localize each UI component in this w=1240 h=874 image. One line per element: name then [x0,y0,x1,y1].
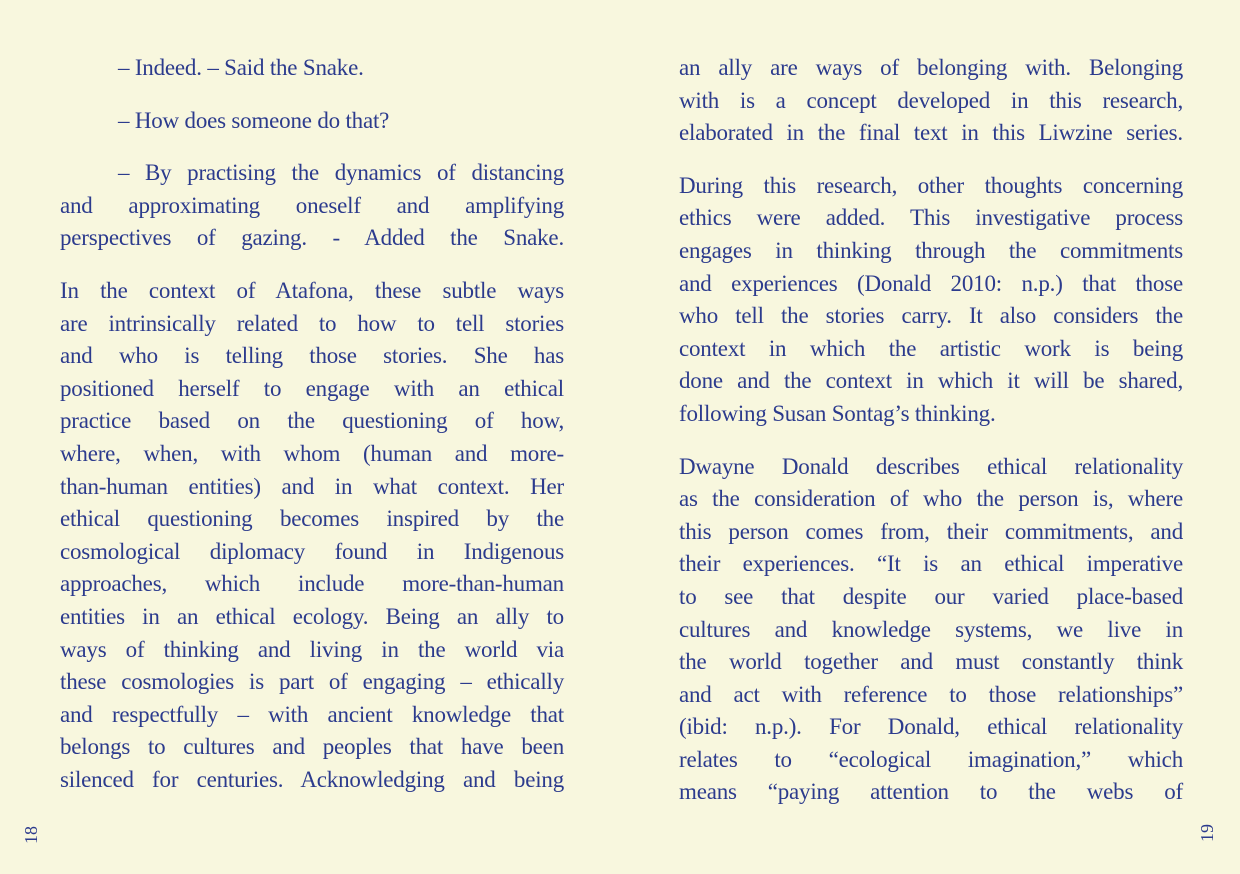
paragraph [60,275,564,797]
text-line: their experiences. “It is an ethical imperative [679,551,1183,577]
text-line: done and the context in which it will be shared, [679,368,1183,394]
right-page-number: 19 [1197,824,1217,842]
text-line: In the context of Atafona, these subtle ways [60,277,564,303]
paragraph [679,170,1183,431]
paragraph [679,451,1183,810]
left-page-number: 18 [21,826,41,844]
text-line: – By practising the dynamics of distancing [118,160,564,186]
text-line: engages in thinking through the commitments [679,237,1183,263]
text-line: the world together and must constantly think [679,649,1183,675]
text-line: approaches, which include more-than-human [60,571,564,597]
text-line: and experiences (Donald 2010: n.p.) that those [679,270,1183,296]
right-page [679,52,1183,829]
text-line: ethics were added. This investigative process [679,205,1183,231]
paragraph [60,157,564,255]
text-line: who tell the stories carry. It also considers the [679,303,1183,329]
text-line: – How does someone do that? [118,107,390,133]
paragraph [60,52,564,85]
paragraph [679,52,1183,150]
paragraph [60,105,564,138]
text-line: During this research, other thoughts concerning [679,172,1183,198]
text-line: ways of thinking and living in the world via [60,636,564,662]
text-line: an ally are ways of belonging with. Belonging [679,55,1183,80]
text-line: ethical questioning becomes inspired by the [60,506,564,532]
text-line: silenced for centuries. Acknowledging and being [60,766,564,792]
left-page [60,52,564,816]
text-line: as the consideration of who the person is, where [679,486,1183,512]
text-line: (ibid: n.p.). For Donald, ethical relationality [679,714,1183,740]
text-line: and respectfully – with ancient knowledge that [60,701,564,727]
text-line: and approximating oneself and amplifying [60,192,564,218]
text-line: and who is telling those stories. She has [60,343,564,369]
text-line: positioned herself to engage with an ethical [60,375,564,401]
text-line: are intrinsically related to how to tell stories [60,310,564,336]
text-line: practice based on the questioning of how, [60,408,564,434]
text-line: – Indeed. – Said the Snake. [118,55,364,80]
text-line: with is a concept developed in this research, [679,87,1183,113]
text-line: elaborated in the final text in this Liwzine series. [679,120,1183,146]
text-line: perspectives of gazing. - Added the Snake. [60,225,564,251]
text-line: context in which the artistic work is being [679,335,1183,361]
text-line: where, when, with whom (human and more- [60,440,564,466]
text-line: entities in an ethical ecology. Being an ally to [60,603,564,629]
text-line: to see that despite our varied place-based [679,583,1183,609]
text-line: than-human entities) and in what context. Her [60,473,564,499]
text-line: and act with reference to those relationships” [679,681,1183,707]
text-line: relates to “ecological imagination,” which [679,746,1183,772]
text-line: cosmological diplomacy found in Indigenous [60,538,564,564]
text-line: belongs to cultures and peoples that have been [60,734,564,760]
text-line: means “paying attention to the webs of [679,779,1183,805]
text-line: these cosmologies is part of engaging – ethically [60,669,564,695]
text-line: this person comes from, their commitments, and [679,518,1183,544]
text-line: Dwayne Donald describes ethical relationality [679,453,1183,479]
text-line: cultures and knowledge systems, we live in [679,616,1183,642]
text-line: following Susan Sontag’s thinking. [679,400,996,426]
